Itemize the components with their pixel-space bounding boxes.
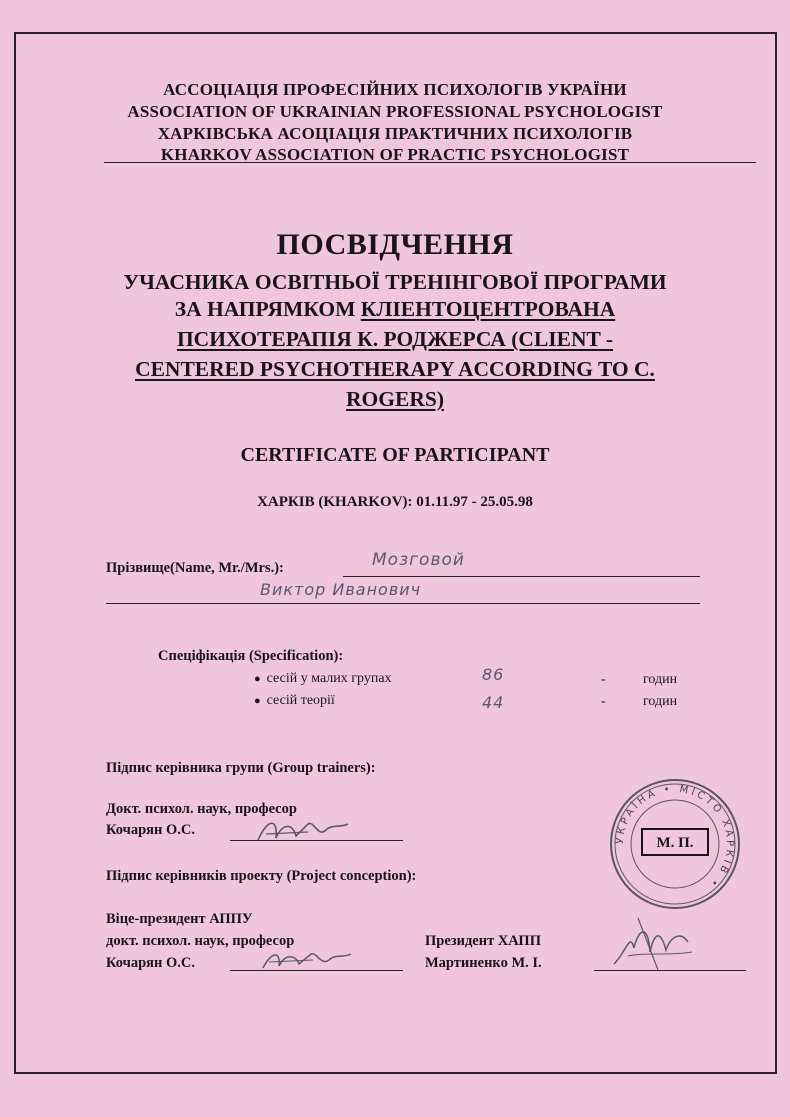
spec-item-theory xyxy=(254,693,335,709)
title-line-5 xyxy=(0,357,790,382)
title-line-3-underlined: КЛІЕНТОЦЕНТРОВАНА xyxy=(360,297,616,321)
place-dates: ХАРКІВ (KHARKOV): 01.11.97 - 25.05.98 xyxy=(257,494,533,510)
specification-label: Спеціфікація (Specification): xyxy=(158,648,344,664)
certificate-label: CERTIFICATE OF PARTICIPANT xyxy=(240,444,550,466)
president-signature xyxy=(608,912,698,974)
spec-item-unit: годин xyxy=(643,694,678,709)
spec-item-unit: годин xyxy=(643,672,678,687)
spec-item-dash: - xyxy=(601,694,606,709)
name-line-2 xyxy=(106,603,700,604)
title-line-2: УЧАСНИКА ОСВІТНЬОЇ ТРЕНІНГОВОЇ ПРОГРАМИ xyxy=(123,270,667,294)
bullet-icon: ● xyxy=(254,673,261,685)
vp-name: Кочарян О.С. xyxy=(106,955,195,971)
spec-item-label: сесій у малих групах xyxy=(266,671,392,686)
project-label: Підпис керівників проекту (Project conception): xyxy=(106,868,417,884)
given-names-handwritten: Виктор Иванович xyxy=(260,580,422,599)
header-line-1: АССОЦІАЦІЯ ПРОФЕСІЙНИХ ПСИХОЛОГІВ УКРАЇНИ xyxy=(163,80,627,99)
stamp-ring-text: УКРАЇНА • МІСТО ХАРКІВ • xyxy=(614,783,736,891)
title-line-4 xyxy=(0,327,790,352)
official-stamp xyxy=(608,777,742,911)
group-trainers-label: Підпис керівника групи (Group trainers): xyxy=(106,760,376,776)
document-title: ПОСВІДЧЕННЯ xyxy=(276,228,514,261)
president-title: Президент ХАПП xyxy=(425,933,541,949)
spec-item-dash: - xyxy=(601,672,606,687)
spec-item-value: 86 xyxy=(482,665,505,684)
title-line-3-prefix: ЗА НАПРЯМКОМ xyxy=(174,297,361,321)
spec-item-value: 44 xyxy=(482,693,505,712)
spec-item-label: сесій теорії xyxy=(266,693,335,708)
title-line-4-text: ПСИХОТЕРАПІЯ К. РОДЖЕРСА (CLIENT - xyxy=(176,327,614,351)
vp-title-1: Віце-президент АППУ xyxy=(106,911,253,927)
trainer-signature xyxy=(248,810,368,850)
vp-signature xyxy=(255,942,365,976)
name-line-1 xyxy=(343,576,700,577)
president-name: Мартиненко М. І. xyxy=(425,955,542,971)
name-label: Прізвище(Name, Mr./Mrs.): xyxy=(106,560,284,576)
surname-handwritten: Мозговой xyxy=(372,550,465,570)
header-line-2: ASSOCIATION OF UKRAINIAN PROFESSIONAL PSYCHOLOGIST xyxy=(127,102,663,121)
title-line-3 xyxy=(0,297,790,322)
header-rule xyxy=(104,162,756,163)
vp-title-2: докт. психол. наук, професор xyxy=(106,933,295,949)
bullet-icon: ● xyxy=(254,695,261,707)
stamp-center-text: М. П. xyxy=(656,835,694,851)
trainer-name: Кочарян О.С. xyxy=(106,822,195,838)
title-line-5-text: CENTERED PSYCHOTHERAPY ACCORDING TO C. xyxy=(135,357,655,381)
trainer-title: Докт. психол. наук, професор xyxy=(106,801,297,817)
spec-item-small-groups xyxy=(254,671,392,687)
header-line-3: ХАРКІВСЬКА АСОЦІАЦІЯ ПРАКТИЧНИХ ПСИХОЛОГІВ xyxy=(157,124,633,143)
title-line-6-text: ROGERS) xyxy=(346,387,444,411)
header-line-4: KHARKOV ASSOCIATION OF PRACTIC PSYCHOLOGIST xyxy=(160,145,630,164)
title-line-6 xyxy=(0,387,790,412)
